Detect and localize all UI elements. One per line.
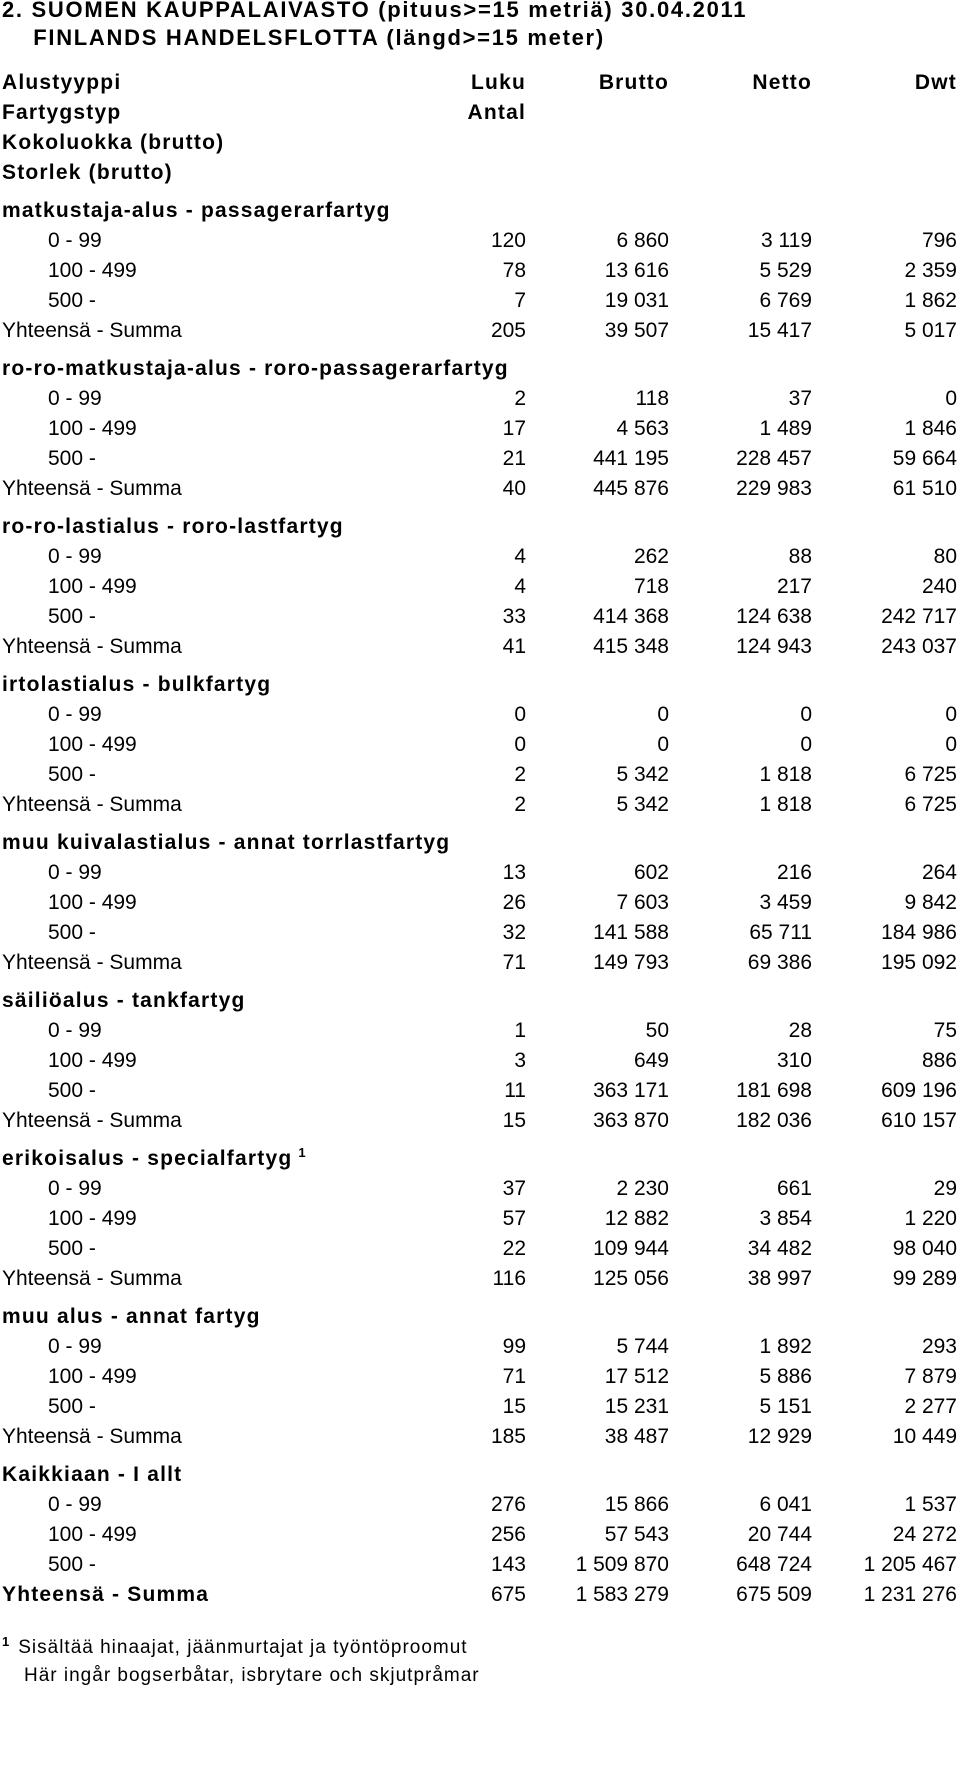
cell-brutto: 445 876 [593, 477, 669, 500]
page-subtitle: FINLANDS HANDELSFLOTTA (längd>=15 meter) [2, 25, 605, 50]
table-row [2, 918, 957, 948]
cell-dwt: 59 664 [892, 447, 957, 470]
row-label: 0 - 99 [48, 861, 102, 884]
cell-dwt: 0 [945, 387, 957, 410]
cell-luku: 99 [502, 1335, 526, 1358]
section-heading [2, 1144, 952, 1174]
footnote [2, 1634, 952, 1690]
cell-brutto: 649 [633, 1049, 669, 1072]
section-title [2, 512, 344, 542]
row-label: 0 - 99 [48, 545, 102, 568]
header-row [2, 68, 957, 98]
total-row [2, 1422, 957, 1452]
header-row [2, 128, 952, 158]
cell-luku: 205 [490, 319, 526, 342]
cell-netto: 648 724 [736, 1553, 812, 1576]
cell-dwt: 1 205 467 [863, 1553, 957, 1576]
cell-luku: 37 [502, 1177, 526, 1200]
row-label: Yhteensä - Summa [2, 635, 182, 658]
row-label: 100 - 499 [48, 1365, 137, 1388]
section-title [2, 1144, 307, 1174]
cell-luku: 78 [502, 259, 526, 282]
cell-dwt: 80 [933, 545, 957, 568]
cell-dwt: 243 037 [881, 635, 957, 658]
cell-netto: 38 997 [747, 1267, 812, 1290]
cell-brutto: 15 866 [604, 1493, 669, 1516]
cell-netto: 5 886 [759, 1365, 812, 1388]
table-row [2, 256, 957, 286]
row-label: 0 - 99 [48, 703, 102, 726]
cell-brutto: 57 543 [604, 1523, 669, 1546]
cell-brutto: 0 [657, 703, 669, 726]
cell-luku: 71 [502, 1365, 526, 1388]
cell-netto: 69 386 [747, 951, 812, 974]
table-row [2, 1520, 957, 1550]
cell-luku: 41 [502, 635, 526, 658]
cell-brutto: 6 860 [616, 229, 669, 252]
total-row [2, 948, 957, 978]
cell-brutto: 38 487 [604, 1425, 669, 1448]
header-size-label: Kokoluokka (brutto) [2, 131, 225, 154]
cell-dwt: 1 220 [904, 1207, 957, 1230]
row-label: 0 - 99 [48, 1335, 102, 1358]
ship-type-section [2, 1144, 957, 1294]
cell-luku: 7 [514, 289, 526, 312]
footnote-reference: 1 [298, 1145, 307, 1160]
cell-netto: 228 457 [736, 447, 812, 470]
table-row [2, 730, 957, 760]
cell-dwt: 2 359 [904, 259, 957, 282]
row-label: 100 - 499 [48, 575, 137, 598]
cell-dwt: 1 846 [904, 417, 957, 440]
ship-type-section [2, 354, 957, 504]
cell-brutto: 149 793 [593, 951, 669, 974]
section-heading [2, 1460, 952, 1490]
section-title-text: Kaikkiaan - I allt [2, 1463, 183, 1486]
row-label: 100 - 499 [48, 1049, 137, 1072]
cell-brutto: 5 342 [616, 793, 669, 816]
cell-brutto: 13 616 [604, 259, 669, 282]
cell-netto: 12 929 [747, 1425, 812, 1448]
section-title [2, 354, 509, 384]
section-heading [2, 354, 952, 384]
cell-luku: 32 [502, 921, 526, 944]
row-label: 0 - 99 [48, 1493, 102, 1516]
row-label: 0 - 99 [48, 1019, 102, 1042]
cell-dwt: 2 277 [904, 1395, 957, 1418]
cell-dwt: 886 [921, 1049, 957, 1072]
cell-dwt: 264 [921, 861, 957, 884]
footnote-text-sv: Här ingår bogserbåtar, isbrytare och skjutpråmar [24, 1665, 480, 1686]
cell-luku: 4 [514, 545, 526, 568]
section-title [2, 196, 391, 226]
cell-netto: 28 [788, 1019, 812, 1042]
header-brutto: Brutto [598, 71, 669, 94]
cell-luku: 675 [490, 1583, 526, 1606]
table-row [2, 226, 957, 256]
total-row [2, 474, 957, 504]
table-row [2, 1550, 957, 1580]
cell-luku: 17 [502, 417, 526, 440]
section-title-text: matkustaja-alus - passagerarfartyg [2, 199, 391, 222]
section-title-text: erikoisalus - specialfartyg [2, 1147, 293, 1170]
table-header [2, 68, 957, 188]
cell-luku: 3 [514, 1049, 526, 1072]
cell-luku: 116 [492, 1267, 526, 1290]
table-row [2, 1332, 957, 1362]
cell-netto: 1 489 [759, 417, 812, 440]
row-label: Yhteensä - Summa [2, 477, 182, 500]
table-row [2, 888, 957, 918]
section-heading [2, 986, 952, 1016]
table-row [2, 858, 957, 888]
cell-netto: 124 638 [736, 605, 812, 628]
header-antal: Antal [467, 101, 526, 124]
row-label: 500 - [48, 1237, 96, 1260]
cell-dwt: 7 879 [904, 1365, 957, 1388]
footnote-text-fi: Sisältää hinaajat, jäänmurtajat ja työntöproomut [18, 1637, 468, 1658]
row-label: 0 - 99 [48, 1177, 102, 1200]
cell-luku: 22 [502, 1237, 526, 1260]
cell-brutto: 118 [635, 387, 669, 410]
cell-dwt: 5 017 [904, 319, 957, 342]
section-title [2, 986, 246, 1016]
cell-netto: 5 529 [759, 259, 812, 282]
row-label: 100 - 499 [48, 259, 137, 282]
cell-netto: 34 482 [747, 1237, 812, 1260]
cell-brutto: 50 [645, 1019, 669, 1042]
cell-dwt: 610 157 [881, 1109, 957, 1132]
cell-netto: 1 818 [759, 793, 812, 816]
cell-brutto: 12 882 [604, 1207, 669, 1230]
cell-luku: 26 [502, 891, 526, 914]
row-label: Yhteensä - Summa [2, 1583, 210, 1606]
cell-luku: 256 [490, 1523, 526, 1546]
header-type-label: Alustyyppi [2, 71, 122, 94]
section-heading [2, 670, 952, 700]
row-label: 0 - 99 [48, 229, 102, 252]
cell-luku: 2 [514, 387, 526, 410]
cell-brutto: 4 563 [616, 417, 669, 440]
section-title-text: muu kuivalastialus - annat torrlastfartyg [2, 831, 451, 854]
cell-netto: 124 943 [736, 635, 812, 658]
cell-luku: 4 [514, 575, 526, 598]
cell-brutto: 363 171 [593, 1079, 669, 1102]
cell-luku: 0 [514, 733, 526, 756]
cell-luku: 71 [502, 951, 526, 974]
cell-brutto: 441 195 [593, 447, 669, 470]
cell-brutto: 1 509 870 [575, 1553, 669, 1576]
ship-type-section [2, 986, 957, 1136]
cell-netto: 229 983 [736, 477, 812, 500]
cell-brutto: 415 348 [593, 635, 669, 658]
cell-luku: 57 [502, 1207, 526, 1230]
table-row [2, 414, 957, 444]
header-luku: Luku [471, 71, 526, 94]
table-row [2, 1362, 957, 1392]
cell-dwt: 195 092 [881, 951, 957, 974]
cell-luku: 2 [514, 793, 526, 816]
cell-luku: 143 [490, 1553, 526, 1576]
cell-brutto: 17 512 [604, 1365, 669, 1388]
table-row [2, 1174, 957, 1204]
row-label: 500 - [48, 605, 96, 628]
row-label: 500 - [48, 921, 96, 944]
table-row [2, 1204, 957, 1234]
footnote-line [2, 1662, 952, 1690]
cell-dwt: 61 510 [892, 477, 957, 500]
row-label: Yhteensä - Summa [2, 1267, 182, 1290]
cell-dwt: 99 289 [892, 1267, 957, 1290]
total-row [2, 1264, 957, 1294]
cell-brutto: 7 603 [616, 891, 669, 914]
ship-type-section [2, 512, 957, 662]
cell-netto: 3 854 [759, 1207, 812, 1230]
cell-dwt: 6 725 [904, 793, 957, 816]
cell-netto: 661 [776, 1177, 812, 1200]
table-row [2, 384, 957, 414]
table-row [2, 1046, 957, 1076]
cell-netto: 3 459 [759, 891, 812, 914]
page-title: 2. SUOMEN KAUPPALAIVASTO (pituus>=15 metriä) 30.04.2011 [2, 0, 748, 22]
row-label: 100 - 499 [48, 1207, 137, 1230]
section-title-text: irtolastialus - bulkfartyg [2, 673, 272, 696]
table-row [2, 760, 957, 790]
row-label: 100 - 499 [48, 1523, 137, 1546]
section-heading [2, 1302, 952, 1332]
cell-brutto: 602 [633, 861, 669, 884]
ship-type-section [2, 670, 957, 820]
cell-dwt: 29 [933, 1177, 957, 1200]
section-title [2, 1460, 182, 1490]
table-row [2, 1392, 957, 1422]
table-row [2, 444, 957, 474]
cell-netto: 1 818 [759, 763, 812, 786]
cell-dwt: 75 [933, 1019, 957, 1042]
cell-dwt: 24 272 [892, 1523, 957, 1546]
cell-dwt: 1 537 [904, 1493, 957, 1516]
cell-luku: 33 [502, 605, 526, 628]
header-dwt: Dwt [914, 71, 957, 94]
cell-brutto: 2 230 [616, 1177, 669, 1200]
row-label: 0 - 99 [48, 387, 102, 410]
footnote-line [2, 1634, 952, 1662]
cell-brutto: 262 [633, 545, 669, 568]
cell-luku: 13 [502, 861, 526, 884]
cell-netto: 181 698 [736, 1079, 812, 1102]
cell-brutto: 0 [657, 733, 669, 756]
cell-dwt: 0 [945, 703, 957, 726]
cell-netto: 675 509 [736, 1583, 812, 1606]
cell-netto: 88 [788, 545, 812, 568]
cell-brutto: 718 [633, 575, 669, 598]
ship-type-section [2, 196, 957, 346]
cell-brutto: 363 870 [593, 1109, 669, 1132]
cell-dwt: 0 [945, 733, 957, 756]
section-heading [2, 196, 952, 226]
header-row [2, 158, 952, 188]
table-row [2, 286, 957, 316]
cell-netto: 5 151 [759, 1395, 812, 1418]
table-row [2, 572, 957, 602]
row-label: 500 - [48, 1553, 96, 1576]
cell-netto: 37 [788, 387, 812, 410]
cell-luku: 0 [514, 703, 526, 726]
cell-brutto: 39 507 [604, 319, 669, 342]
footnote-mark: 1 [2, 1633, 11, 1649]
row-label: 100 - 499 [48, 891, 137, 914]
total-row [2, 790, 957, 820]
cell-luku: 276 [490, 1493, 526, 1516]
cell-luku: 40 [502, 477, 526, 500]
section-title [2, 828, 450, 858]
section-title [2, 670, 271, 700]
cell-dwt: 9 842 [904, 891, 957, 914]
total-row [2, 1580, 957, 1610]
section-heading [2, 512, 952, 542]
table-row [2, 700, 957, 730]
cell-netto: 310 [776, 1049, 812, 1072]
cell-luku: 120 [490, 229, 526, 252]
cell-dwt: 242 717 [881, 605, 957, 628]
cell-dwt: 6 725 [904, 763, 957, 786]
row-label: 500 - [48, 289, 96, 312]
cell-brutto: 414 368 [593, 605, 669, 628]
ship-type-section [2, 1460, 957, 1610]
section-title-text: muu alus - annat fartyg [2, 1305, 261, 1328]
table-row [2, 1234, 957, 1264]
cell-brutto: 109 944 [593, 1237, 669, 1260]
cell-brutto: 141 588 [593, 921, 669, 944]
cell-netto: 6 769 [759, 289, 812, 312]
cell-dwt: 293 [921, 1335, 957, 1358]
cell-luku: 1 [514, 1019, 526, 1042]
total-row [2, 632, 957, 662]
row-label: 500 - [48, 763, 96, 786]
cell-dwt: 98 040 [892, 1237, 957, 1260]
row-label: Yhteensä - Summa [2, 319, 182, 342]
cell-netto: 0 [800, 703, 812, 726]
cell-dwt: 10 449 [892, 1425, 957, 1448]
table-row [2, 1016, 957, 1046]
cell-netto: 20 744 [747, 1523, 812, 1546]
total-row [2, 1106, 957, 1136]
section-title-text: ro-ro-lastialus - roro-lastfartyg [2, 515, 344, 538]
cell-netto: 0 [800, 733, 812, 756]
cell-brutto: 15 231 [604, 1395, 669, 1418]
cell-dwt: 796 [921, 229, 957, 252]
row-label: Yhteensä - Summa [2, 951, 182, 974]
cell-netto: 217 [776, 575, 812, 598]
cell-luku: 11 [504, 1079, 526, 1102]
cell-dwt: 609 196 [881, 1079, 957, 1102]
cell-dwt: 240 [921, 575, 957, 598]
header-size-label-sv: Storlek (brutto) [2, 161, 173, 184]
header-type-label-sv: Fartygstyp [2, 101, 122, 124]
row-label: 500 - [48, 1395, 96, 1418]
table-row [2, 602, 957, 632]
cell-luku: 2 [514, 763, 526, 786]
cell-brutto: 5 744 [616, 1335, 669, 1358]
header-netto: Netto [752, 71, 812, 94]
cell-dwt: 184 986 [881, 921, 957, 944]
row-label: Yhteensä - Summa [2, 1109, 182, 1132]
row-label: 100 - 499 [48, 733, 137, 756]
cell-netto: 216 [776, 861, 812, 884]
cell-dwt: 1 862 [904, 289, 957, 312]
table-body [2, 188, 957, 1610]
cell-brutto: 125 056 [593, 1267, 669, 1290]
table-row [2, 542, 957, 572]
section-heading [2, 828, 952, 858]
table-row [2, 1490, 957, 1520]
cell-netto: 65 711 [749, 921, 812, 944]
document-page [2, 0, 957, 1690]
cell-luku: 15 [502, 1109, 526, 1132]
cell-luku: 21 [502, 447, 526, 470]
cell-netto: 15 417 [747, 319, 812, 342]
row-label: 100 - 499 [48, 417, 137, 440]
section-title-text: säiliöalus - tankfartyg [2, 989, 246, 1012]
section-title [2, 1302, 261, 1332]
header-row [2, 98, 952, 128]
cell-brutto: 19 031 [604, 289, 669, 312]
section-title-text: ro-ro-matkustaja-alus - roro-passagerarfartyg [2, 357, 509, 380]
cell-netto: 6 041 [759, 1493, 812, 1516]
cell-netto: 3 119 [761, 229, 812, 252]
cell-netto: 1 892 [759, 1335, 812, 1358]
cell-brutto: 1 583 279 [575, 1583, 669, 1606]
ship-type-section [2, 1302, 957, 1452]
table-row [2, 1076, 957, 1106]
row-label: Yhteensä - Summa [2, 793, 182, 816]
cell-dwt: 1 231 276 [863, 1583, 957, 1606]
ship-type-section [2, 828, 957, 978]
cell-luku: 15 [502, 1395, 526, 1418]
row-label: 500 - [48, 1079, 96, 1102]
row-label: 500 - [48, 447, 96, 470]
cell-netto: 182 036 [736, 1109, 812, 1132]
cell-brutto: 5 342 [616, 763, 669, 786]
cell-luku: 185 [490, 1425, 526, 1448]
total-row [2, 316, 957, 346]
row-label: Yhteensä - Summa [2, 1425, 182, 1448]
